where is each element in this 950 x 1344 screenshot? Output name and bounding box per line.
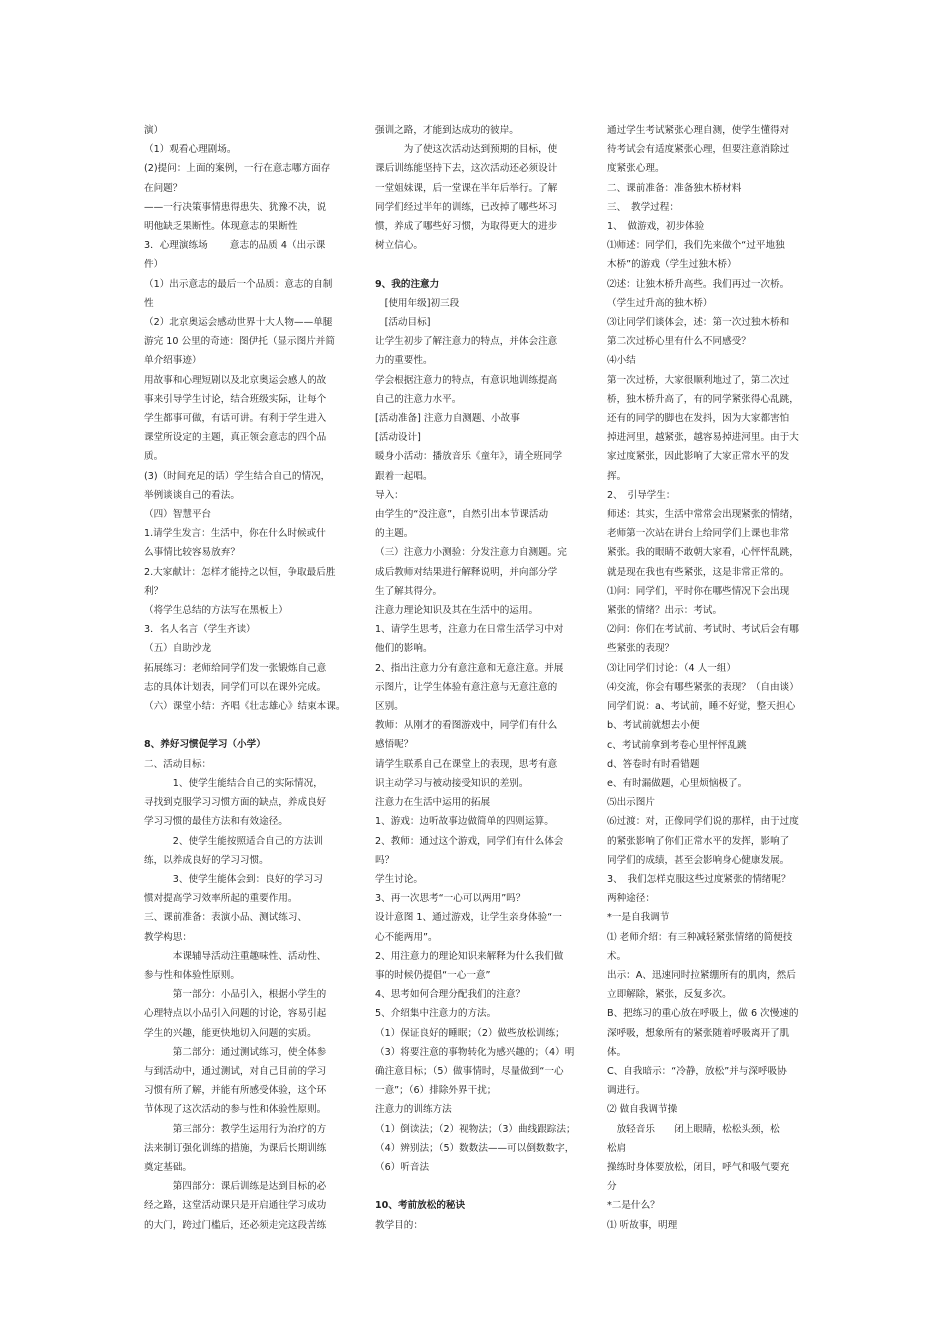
text-line: （3）将要注意的事物转化为感兴趣的；（4）明	[375, 1046, 575, 1058]
text-line: ——一行决策事情患得患失、犹豫不决，说	[144, 201, 327, 213]
text-line: 第二部分：通过测试练习，使全体参	[144, 1046, 327, 1058]
text-line: 第一部分：小品引入，根据小学生的	[144, 989, 327, 1001]
text-line: 由学生的“没注意”，自然引出本节课活动	[375, 509, 549, 521]
text-line: 放轻音乐 闭上眼睛，松松头颈，松	[607, 1123, 780, 1135]
text-line: ⑵ 做自我调节操	[607, 1104, 678, 1116]
text-line: 3．名人名言（学生齐读）	[144, 624, 256, 636]
text-line: （1）出示意志的最后一个品质：意志的自制	[144, 278, 333, 290]
text-line: 质。	[144, 451, 164, 463]
text-line: 寻找到克服学习习惯方面的缺点，养成良好	[144, 797, 327, 809]
text-line: 出示：A、迅速同时拉紧绷所有的肌肉，然后	[607, 969, 796, 981]
text-line: 举例谈谈自己的看法。	[144, 489, 240, 501]
text-line: （四）智慧平台	[144, 509, 212, 521]
text-line: 导入：	[375, 489, 404, 501]
text-line: 二、课前准备：准备独木桥材料	[607, 182, 742, 194]
text-line: 在问题？	[144, 182, 183, 194]
text-line: 力的重要性。	[375, 355, 433, 367]
text-line: 3、使学生能体会到：良好的学习习	[144, 873, 323, 885]
text-line: 设计意图 1、通过游戏，让学生亲身体验“一	[375, 912, 562, 924]
text-line: [活动准备] 注意力自测题、小故事	[375, 413, 520, 425]
text-line: *二是什么？	[607, 1200, 660, 1212]
text-line: 同学们的成绩，甚至会影响身心健康发展。	[607, 854, 790, 866]
text-line: 一堂姐妹课，后一堂课在半年后举行。了解	[375, 182, 558, 194]
text-line: 2.大家献计：怎样才能持之以恒，争取最后胜	[144, 566, 336, 578]
text-line: （三）注意力小测验：分发注意力自测题。完	[375, 547, 567, 559]
text-line: [使用年级]初三段	[375, 297, 460, 309]
text-line: 第一次过桥，大家很顺利地过了，第二次过	[607, 374, 790, 386]
text-line: 拓展练习：老师给同学们发一张锻炼自己意	[144, 662, 327, 674]
text-line: 两种途径：	[607, 893, 655, 905]
text-line: 识主动学习与被动接受知识的差别。	[375, 777, 529, 789]
text-line: 体。	[607, 1046, 627, 1058]
text-line: 让学生初步了解注意力的特点，并体会注意	[375, 336, 558, 348]
text-line: 经之路，这堂活动课只是开启通往学习成功	[144, 1200, 327, 1212]
text-line	[375, 255, 611, 274]
text-line: e、有时漏做题，心里烦恼极了。	[607, 777, 748, 789]
text-line: 度紧张心理。	[607, 163, 665, 175]
text-line: 2、用注意力的理论知识来解释为什么我们做	[375, 950, 564, 962]
text-line: 1、 做游戏，初步体验	[607, 221, 705, 233]
text-line: (3)（时间充足的话）学生结合自己的情况，	[144, 470, 331, 482]
text-line: （将学生总结的方法写在黑板上）	[144, 605, 288, 617]
text-line: 单介绍事迹）	[144, 355, 202, 367]
text-line: 教学目的：	[375, 1219, 423, 1231]
text-line: （1）观看心理剧场。	[144, 144, 237, 156]
text-line: 教学构思：	[144, 931, 192, 943]
text-line: 区别。	[375, 701, 404, 713]
text-line: 2、 引导学生：	[607, 489, 676, 501]
text-line: 事来引导学生讨论，结合班级实际，让每个	[144, 393, 327, 405]
text-line: 树立信心。	[375, 240, 423, 252]
text-line: 一意”；（6）排除外界干扰；	[375, 1085, 497, 1097]
text-line: 学会根据注意力的特点，有意识地训练提高	[375, 374, 558, 386]
text-line: ⑴师述：同学们，我们先来做个“过平地独	[607, 240, 785, 252]
text-line: 吗？	[375, 854, 395, 866]
text-line: *一是自我调节	[607, 912, 670, 924]
text-line: 就是现在我也有些紧张，这是非常正常的。	[607, 566, 790, 578]
text-line: 游完 10 公里的奇迹：图伊托（显示图片并简	[144, 336, 335, 348]
text-line: 第二次过桥心里有什么不同感受？	[607, 336, 751, 348]
text-line: 3．心理演练场 意志的品质 4（出示课	[144, 240, 326, 252]
text-line: ⑹过渡：对，正像同学们说的那样，由于过度	[607, 816, 799, 828]
text-line: 习惯有所了解，并能有所感受体验，这个环	[144, 1085, 327, 1097]
text-line: 生了解其得分。	[375, 585, 443, 597]
text-line: （六）课堂小结：齐唱《壮志雄心》结束本课。	[144, 701, 346, 713]
text-line: 本课辅导活动注重趣味性、活动性、	[144, 950, 327, 962]
text-line: （6）听音法	[375, 1161, 430, 1173]
text-line: （五）自助沙龙	[144, 643, 212, 655]
text-line: 三、 教学过程：	[607, 201, 679, 213]
text-line: 掉进河里，越紧张，越容易掉进河里。由于大	[607, 432, 799, 444]
text-line: 心不能两用”。	[375, 931, 438, 943]
text-line: 用故事和心理短剧以及北京奥运会感人的故	[144, 374, 327, 386]
text-line: （1）保证良好的睡眠；（2）做些放松训练；	[375, 1027, 565, 1039]
text-line: ⑴问：同学们，平时你在哪些情况下会出现	[607, 585, 790, 597]
text-line: 学习习惯的最佳方法和有效途径。	[144, 816, 288, 828]
text-line: 注意力的训练方法	[375, 1104, 452, 1116]
text-line: 术。	[607, 950, 627, 962]
text-line: 课后训练能坚持下去，这次活动还必须设计	[375, 163, 558, 175]
text-line: 紧张。我的眼睛不敢朝大家看，心怦怦乱跳，	[607, 547, 799, 559]
text-line: 同学们说：a、考试前，睡不好觉，整天担心	[607, 701, 796, 713]
text-line: 4、思考如何合理分配我们的注意？	[375, 989, 526, 1001]
text-line: 么事情比较容易放弃？	[144, 547, 240, 559]
text-line: 惯，养成了哪些好习惯，为取得更大的进步	[375, 221, 558, 233]
text-line: 暖身小活动：播放音乐《童年》，请全班同学	[375, 451, 563, 463]
text-line: 同学们经过半年的训练，已改掉了哪些坏习	[375, 201, 558, 213]
text-line: 的紧张影响了你们正常水平的发挥，影响了	[607, 835, 790, 847]
text-line: 参与性和体验性原则。	[144, 969, 240, 981]
text-line: 演）	[144, 125, 164, 136]
text-line: （2）北京奥运会感动世界十大人物——单腿	[144, 317, 333, 329]
text-line: ⑷小结	[607, 355, 636, 367]
text-line: 深呼吸，想象所有的紧张随着呼吸离开了肌	[607, 1027, 790, 1039]
text-line: 与到活动中，通过测试，对自己目前的学习	[144, 1065, 327, 1077]
text-line: 件）	[144, 259, 164, 271]
text-line: 第四部分：课后训练是达到目标的必	[144, 1181, 327, 1193]
text-line	[144, 716, 380, 735]
text-line: 法来制订强化训练的措施，为课后长期训练	[144, 1142, 327, 1154]
text-line: 些紧张的表现？	[607, 643, 675, 655]
text-line: 事的时候仍提倡“一心一意”	[375, 969, 491, 981]
text-line: 为了使这次活动达到预期的目标，使	[375, 144, 558, 156]
text-line: ⑷交流，你会有哪些紧张的表现？（自由谈）	[607, 681, 799, 693]
text-line: 家过度紧张，因此影响了大家正常水平的发	[607, 451, 790, 463]
text-line: 5、介绍集中注意力的方法。	[375, 1008, 497, 1020]
text-line: 师述：其实，生活中常常会出现紧张的情绪，	[607, 509, 799, 521]
text-line: （1）倒读法；（2）视物法；（3）曲线跟踪法；	[375, 1123, 576, 1135]
text-line: 他们的影响。	[375, 643, 433, 655]
text-line: ⑶让同学们谈体会，述：第一次过独木桥和	[607, 317, 790, 329]
text-line: 待考试会有适度紧张心理，但要注意消除过	[607, 144, 790, 156]
text-line: ⑴ 老师介绍：有三种减轻紧张情绪的简便技	[607, 931, 793, 943]
text-line: 强训之路，才能到达成功的彼岸。	[375, 125, 519, 136]
text-line: 的主题。	[375, 528, 414, 540]
text-line: d、答卷时有时看错题	[607, 758, 700, 770]
text-line: 教师：从刚才的看图游戏中，同学们有什么	[375, 720, 558, 732]
text-line: 性	[144, 297, 154, 309]
text-column-left	[144, 121, 380, 1235]
text-line: 挥。	[607, 470, 627, 482]
text-line: [活动目标]	[375, 317, 431, 329]
text-line: b、考试前就想去小便	[607, 720, 700, 732]
text-line: 志的具体计划表，同学们可以在课外完成。	[144, 681, 327, 693]
text-line: ⑵问：你们在考试前、考试时、考试后会有哪	[607, 624, 799, 636]
text-line: 立即解除，紧张，反复多次。	[607, 989, 732, 1001]
text-line: 松肩	[607, 1142, 627, 1154]
text-line: 3、再一次思考“一心可以两用”吗？	[375, 893, 526, 905]
text-line: 老师第一次站在讲台上给同学们上课也非常	[607, 528, 790, 540]
text-line: ⑴ 听故事，明理	[607, 1219, 678, 1231]
text-line: 的大门，跨过门槛后，还必须走完这段苦练	[144, 1219, 327, 1231]
section-heading: 8、养好习惯促学习（小学）	[144, 739, 266, 751]
text-line: 节体现了这次活动的参与性和体验性原则。	[144, 1104, 327, 1116]
text-line: 1、游戏：边听故事边做简单的四则运算。	[375, 816, 554, 828]
text-line: 第三部分：教学生运用行为治疗的方	[144, 1123, 327, 1135]
text-line: B、把练习的重心放在呼吸上，做 6 次慢速的	[607, 1008, 799, 1020]
text-line: 奠定基础。	[144, 1161, 192, 1173]
text-line: (2)提问：上面的案例，一行在意志哪方面存	[144, 163, 331, 175]
text-line: 练，以养成良好的学习习惯。	[144, 854, 269, 866]
text-line: 请学生联系自己在课堂上的表现，思考有意	[375, 758, 558, 770]
text-line: 注意力理论知识及其在生活中的运用。	[375, 605, 539, 617]
text-line: 自己的注意力水平。	[375, 393, 462, 405]
text-line: 学生的兴趣，能更快地切入问题的实质。	[144, 1027, 317, 1039]
text-line: ⑸出示图片	[607, 797, 655, 809]
text-line: ⑶让同学们讨论：（4 人一组）	[607, 662, 737, 674]
section-heading: 10、考前放松的秘诀	[375, 1200, 466, 1212]
text-line: ⑵述：让独木桥升高些。我们再过一次桥。	[607, 278, 790, 290]
text-line: 调进行。	[607, 1085, 646, 1097]
text-line: 1、请学生思考，注意力在日常生活学习中对	[375, 624, 564, 636]
text-line: 确注意目标；（5）做事情时，尽量做到“一心	[375, 1065, 564, 1077]
text-line: 2、使学生能按照适合自己的方法训	[144, 835, 323, 847]
text-line: C、自我暗示：“冷静，放松”并与深呼吸协	[607, 1065, 787, 1077]
text-line: 2、指出注意力分有意注意和无意注意。并展	[375, 662, 564, 674]
text-line: 还有的同学的脚也在发抖，因为大家都害怕	[607, 413, 790, 425]
text-line: 感悟呢？	[375, 739, 414, 751]
text-line: 注意力在生活中运用的拓展	[375, 797, 491, 809]
text-line: （4）辨别法；（5）数数法——可以倒数数字，	[375, 1142, 575, 1154]
text-line: 分	[607, 1181, 617, 1193]
text-line: 学生讨论。	[375, 873, 423, 885]
text-line: 课堂所设定的主题，真正领会意志的四个品	[144, 432, 327, 444]
text-column-right	[607, 121, 843, 1235]
text-line: 跟着一起唱。	[375, 470, 433, 482]
text-line: 3、 我们怎样克服这些过度紧张的情绪呢？	[607, 873, 791, 885]
text-line	[375, 1177, 611, 1196]
text-column-middle	[375, 121, 611, 1235]
section-heading: 9、我的注意力	[375, 278, 440, 290]
text-line: 1.请学生发言：生活中，你在什么时候或什	[144, 528, 326, 540]
text-line: （学生过升高的独木桥）	[607, 297, 713, 309]
text-line: c、考试前拿到考卷心里怦怦乱跳	[607, 739, 747, 751]
text-line: 成后教师对结果进行解释说明，并向部分学	[375, 566, 558, 578]
text-line: 明他缺乏果断性。体现意志的果断性	[144, 221, 298, 233]
text-line: [活动设计]	[375, 432, 421, 444]
text-line: 学生都事可做，有话可讲。有利于学生进入	[144, 413, 327, 425]
text-line: 操练时身体要放松，闭目，呼气和吸气要充	[607, 1161, 790, 1173]
text-line: 桥，独木桥升高了，有的同学紧张得心乱跳，	[607, 393, 799, 405]
text-line: 紧张的情绪？出示：考试。	[607, 605, 723, 617]
text-line: 惯对提高学习效率所起的重要作用。	[144, 893, 298, 905]
text-line: 利？	[144, 585, 164, 597]
text-line: 2、教师：通过这个游戏，同学们有什么体会	[375, 835, 564, 847]
text-line: 1、使学生能结合自己的实际情况，	[144, 777, 323, 789]
text-line: 通过学生考试紧张心理自测，使学生懂得对	[607, 125, 790, 136]
text-line: 心理特点以小品引入问题的讨论，容易引起	[144, 1008, 327, 1020]
text-line: 二、活动目标：	[144, 758, 212, 770]
text-line: 三、课前准备：表演小品、测试练习、	[144, 912, 308, 924]
text-line: 示图片，让学生体验有意注意与无意注意的	[375, 681, 558, 693]
text-line: 木桥”的游戏（学生过独木桥）	[607, 259, 737, 271]
